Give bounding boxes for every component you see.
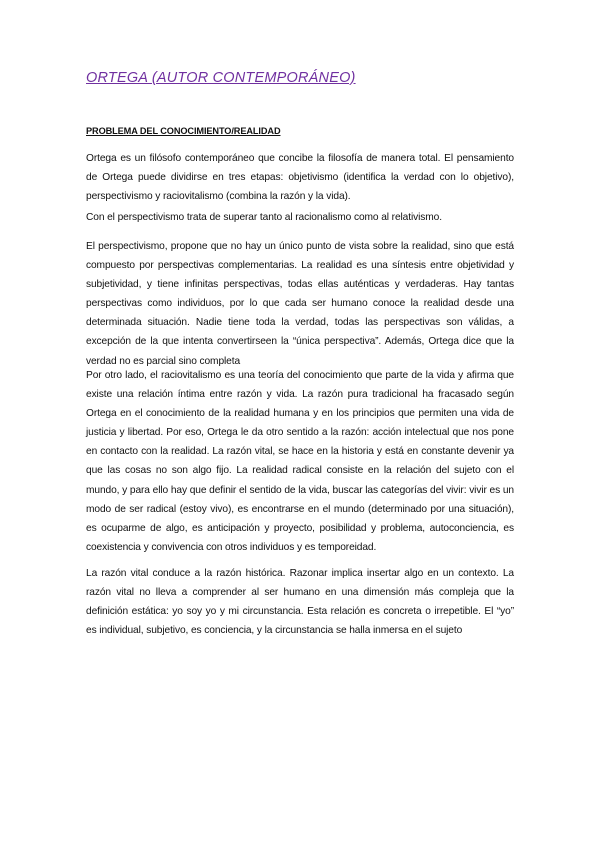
section-heading: PROBLEMA DEL CONOCIMIENTO/REALIDAD	[86, 126, 281, 136]
document-title: ORTEGA (AUTOR CONTEMPORÁNEO)	[86, 70, 356, 86]
paragraph-intro: Ortega es un filósofo contemporáneo que concibe la filosofía de manera total. El pensamiento de Ortega puede dividirse en tres etapas: objetivismo (identifica la verdad con lo objetivo), perspectivismo y raciovitalismo (combina la razón y la vida).	[86, 153, 514, 203]
paragraph-perspectivism-goal: Con el perspectivismo trata de superar tanto al racionalismo como al relativismo.	[86, 212, 442, 223]
paragraph-perspectivism: El perspectivismo, propone que no hay un único punto de vista sobre la realidad, sino que está compuesto por perspectivas complementarias. La realidad es una síntesis entre objetividad y subjetividad, y tiene infinitas perspectivas, todas ellas auténticas y verdaderas. Hay tantas perspectivas como individuos, por lo que cada ser humano conoce la realidad desde una determinada situación. Nadie tiene toda la verdad, todas las perspectivas son válidas, a excepción de la que intenta convertirseen la “única perspectiva”. Además, Ortega dice que la verdad no es parcial sino completa	[86, 241, 514, 367]
paragraph-raciovitalism: Por otro lado, el raciovitalismo es una teoría del conocimiento que parte de la vida y afirma que existe una relación íntima entre razón y vida. La razón pura tradicional ha fracasado según Ortega en el conocimiento de la realidad humana y en los principios que permiten una vida de justicia y libertad. Por eso, Ortega le da otro sentido a la razón: acción intelectual que nos pone en contacto con la realidad. La razón vital, se hace en la historia y está en constante devenir ya que las cosas no son algo fijo. La realidad radical consiste en la relación del sujeto con el mundo, y para ello hay que definir el sentido de la vida, buscar las categorías del vivir: vivir es un modo de ser radical (estoy vivo), es encontrarse en el mundo (determinado por una situación), es ocuparme de algo, es anticipación y proyecto, posibilidad y problema, autoconciencia, es coexistencia y convivencia con otros individuos y es temporeidad.	[86, 370, 514, 553]
paragraph-vital-reason: La razón vital conduce a la razón histórica. Razonar implica insertar algo en un contexto. La razón vital no lleva a comprender al ser humano en una dimensión más compleja que la definición estática: yo soy yo y mi circunstancia. Esta relación es concreta o irrepetible. El “yo” es individual, subjetivo, es conciencia, y la circunstancia se halla inmersa en el sujeto	[86, 568, 514, 637]
